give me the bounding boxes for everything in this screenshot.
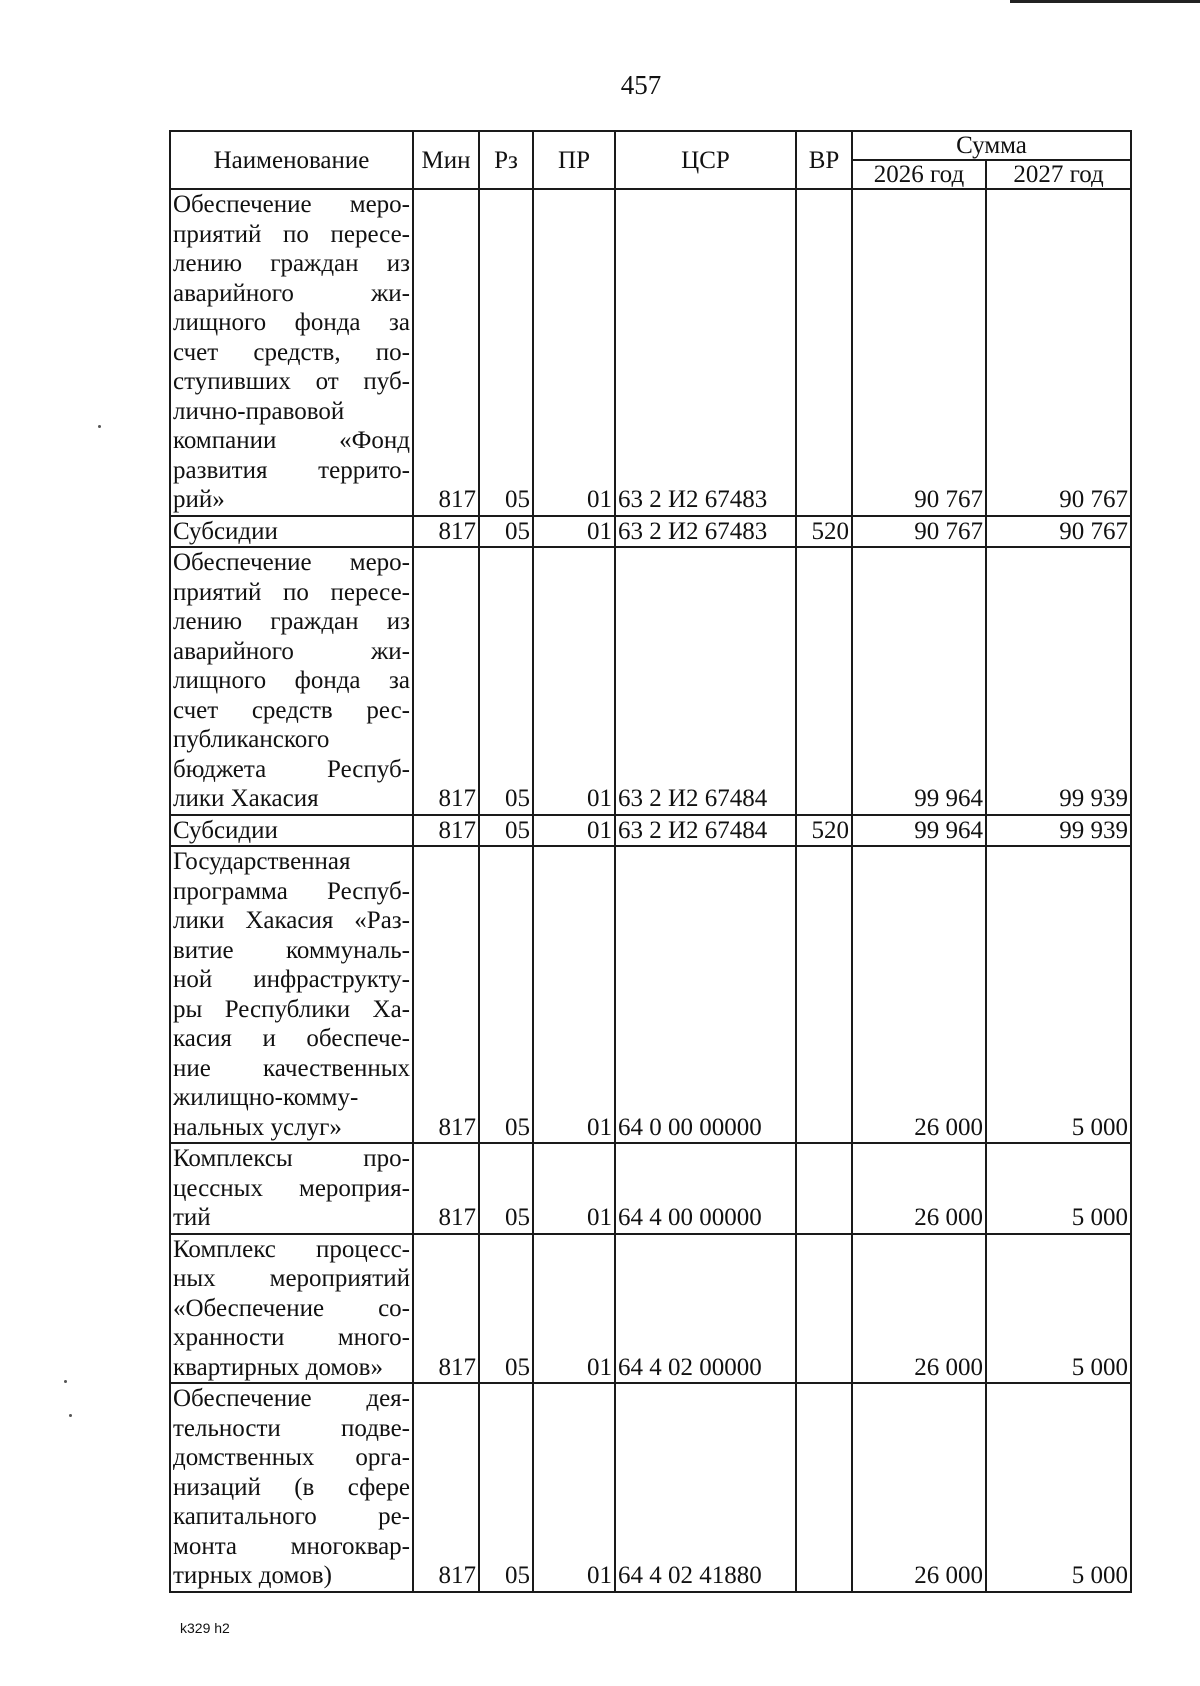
row-name-line: ступивших от пуб-	[173, 368, 410, 395]
header-name: Наименование	[170, 131, 413, 189]
table-row	[170, 1234, 1131, 1384]
row-name-line: лению граждан из	[173, 608, 410, 635]
row-name-line: лению граждан из	[173, 250, 410, 277]
row-pr: 01	[533, 547, 615, 815]
row-name-line: «Обеспечение со-	[173, 1294, 410, 1322]
row-sum-2026: 90 767	[852, 516, 986, 548]
row-sum-2027: 5 000	[986, 1143, 1131, 1234]
row-pr: 01	[533, 189, 615, 516]
table-row	[170, 815, 1131, 847]
row-name-line: публиканского	[173, 726, 330, 753]
row-pr: 01	[533, 1383, 615, 1592]
row-csr: 64 4 02 00000	[615, 1234, 796, 1384]
scan-speck	[69, 1414, 72, 1417]
header-csr: ЦСР	[615, 131, 796, 189]
row-sum-2027: 5 000	[986, 1234, 1131, 1384]
header-vr: ВР	[796, 131, 852, 189]
row-csr: 63 2 И2 67484	[615, 547, 796, 815]
row-vr	[796, 547, 852, 815]
row-sum-2027: 5 000	[986, 1383, 1131, 1592]
row-csr: 64 4 00 00000	[615, 1143, 796, 1234]
row-sum-2027: 5 000	[986, 846, 1131, 1143]
row-pr: 01	[533, 1234, 615, 1384]
header-pr: ПР	[533, 131, 615, 189]
header-rz: Рз	[479, 131, 533, 189]
row-sum-2027: 90 767	[986, 516, 1131, 548]
scan-speck	[98, 425, 101, 428]
row-pr: 01	[533, 516, 615, 548]
table-row	[170, 1383, 1131, 1592]
budget-table	[169, 130, 1132, 1593]
row-min: 817	[413, 1143, 479, 1234]
row-min: 817	[413, 189, 479, 516]
row-min: 817	[413, 1383, 479, 1592]
row-sum-2027: 99 939	[986, 547, 1131, 815]
header-sum: Сумма	[852, 131, 1131, 160]
table-row	[170, 547, 1131, 815]
row-vr: 520	[796, 815, 852, 847]
row-name-line: Комплекс процесс-	[173, 1235, 410, 1263]
table-row	[170, 516, 1131, 548]
row-name-line: ние качественных	[173, 1054, 410, 1082]
row-sum-2027: 99 939	[986, 815, 1131, 847]
row-name-line: счет средств, по-	[173, 338, 410, 366]
header-2026: 2026 год	[852, 160, 986, 189]
row-name	[170, 547, 413, 815]
row-csr: 64 0 00 00000	[615, 846, 796, 1143]
row-name-line: ной инфраструкту-	[173, 966, 410, 993]
row-pr: 01	[533, 846, 615, 1143]
row-vr	[796, 1234, 852, 1384]
row-name-line: приятий по пересе-	[173, 220, 410, 248]
row-name-line: низаций (в сфере	[173, 1473, 410, 1501]
row-vr	[796, 1383, 852, 1592]
row-name-line: Комплексы про-	[173, 1145, 410, 1172]
row-sum-2027: 90 767	[986, 189, 1131, 516]
row-rz: 05	[479, 547, 533, 815]
row-name-line: Субсидии	[173, 517, 278, 545]
row-name-line: Обеспечение дея-	[173, 1385, 410, 1412]
row-name-line: тирных домов)	[173, 1562, 332, 1589]
row-rz: 05	[479, 189, 533, 516]
row-name-line: лищного фонда за	[173, 667, 410, 694]
row-sum-2026: 26 000	[852, 1234, 986, 1384]
row-name	[170, 815, 413, 847]
row-sum-2026: 26 000	[852, 846, 986, 1143]
row-sum-2026: 26 000	[852, 1383, 986, 1592]
row-rz: 05	[479, 1143, 533, 1234]
row-name-line: Субсидии	[173, 816, 278, 844]
row-name-line: ры Республики Ха-	[173, 995, 410, 1023]
row-name	[170, 516, 413, 548]
row-name-line: счет средств рес-	[173, 696, 410, 724]
row-name-line: компании «Фонд	[173, 427, 410, 454]
row-name-line: Обеспечение меро-	[173, 549, 410, 576]
row-name-line: программа Респуб-	[173, 877, 410, 905]
row-name-line: лично-правовой	[173, 397, 345, 425]
row-name-line: лики Хакасия	[173, 785, 319, 812]
row-rz: 05	[479, 846, 533, 1143]
page-number: 457	[620, 70, 662, 100]
table-row	[170, 846, 1131, 1143]
row-name-line: аварийного жи-	[173, 637, 410, 665]
row-min: 817	[413, 815, 479, 847]
row-name-line: развития террито-	[173, 456, 410, 484]
row-name-line: приятий по пересе-	[173, 578, 410, 606]
row-min: 817	[413, 516, 479, 548]
row-csr: 63 2 И2 67484	[615, 815, 796, 847]
page-top-edge	[1010, 0, 1200, 3]
row-vr	[796, 1143, 852, 1234]
row-name-line: лищного фонда за	[173, 309, 410, 336]
row-name-line: капитального ре-	[173, 1503, 410, 1530]
row-name-line: жилищно-комму-	[173, 1084, 359, 1111]
row-rz: 05	[479, 516, 533, 548]
row-sum-2026: 26 000	[852, 1143, 986, 1234]
row-csr: 64 4 02 41880	[615, 1383, 796, 1592]
row-name-line: тельности подве-	[173, 1414, 410, 1442]
row-sum-2026: 99 964	[852, 547, 986, 815]
row-rz: 05	[479, 1383, 533, 1592]
row-name-line: домственных орга-	[173, 1444, 410, 1471]
table-row	[170, 189, 1131, 516]
row-name-line: хранности много-	[173, 1324, 410, 1351]
row-rz: 05	[479, 1234, 533, 1384]
row-name-line: монта многоквар-	[173, 1532, 410, 1560]
row-csr: 63 2 И2 67483	[615, 516, 796, 548]
row-name	[170, 846, 413, 1143]
row-name-line: нальных услуг»	[173, 1113, 342, 1141]
row-name-line: ных мероприятий	[173, 1265, 410, 1292]
row-name-line: тий	[173, 1204, 211, 1231]
row-vr: 520	[796, 516, 852, 548]
row-sum-2026: 99 964	[852, 815, 986, 847]
row-name-line: цессных мероприя-	[173, 1174, 410, 1202]
table-body	[170, 189, 1131, 1592]
row-name	[170, 1143, 413, 1234]
row-name	[170, 1383, 413, 1592]
footer-code: k329 h2	[180, 1620, 230, 1636]
row-csr: 63 2 И2 67483	[615, 189, 796, 516]
row-min: 817	[413, 846, 479, 1143]
row-name-line: аварийного жи-	[173, 279, 410, 307]
row-name-line: касия и обеспече-	[173, 1025, 410, 1052]
row-name-line: бюджета Респуб-	[173, 755, 410, 783]
row-pr: 01	[533, 1143, 615, 1234]
header-min: Мин	[413, 131, 479, 189]
row-min: 817	[413, 1234, 479, 1384]
row-name	[170, 1234, 413, 1384]
row-name-line: витие коммуналь-	[173, 936, 410, 964]
row-rz: 05	[479, 815, 533, 847]
scan-speck	[64, 1380, 67, 1383]
header-2027: 2027 год	[986, 160, 1131, 189]
row-vr	[796, 846, 852, 1143]
row-min: 817	[413, 547, 479, 815]
row-name	[170, 189, 413, 516]
row-name-line: лики Хакасия «Раз-	[173, 907, 410, 934]
header-row-1	[170, 131, 1131, 160]
row-sum-2026: 90 767	[852, 189, 986, 516]
row-name-line: Обеспечение меро-	[173, 191, 410, 218]
row-vr	[796, 189, 852, 516]
table-row	[170, 1143, 1131, 1234]
row-name-line: квартирных домов»	[173, 1353, 383, 1381]
row-name-line: Государственная	[173, 848, 351, 875]
row-pr: 01	[533, 815, 615, 847]
row-name-line: рий»	[173, 486, 225, 513]
